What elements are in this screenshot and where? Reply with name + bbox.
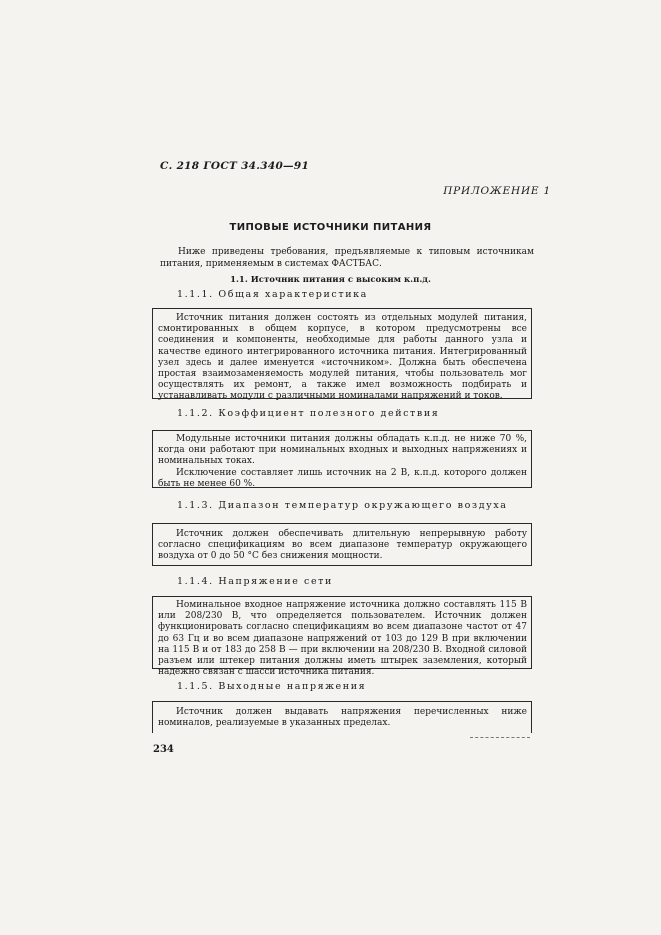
paragraph: Источник питания должен состоять из отдельных модулей питания, смонтированных в общем корпусе, в котором предусмотрены все соединения и компоненты, необходимые для работы данного узла и качестве единого интегрированного источника питания. Интегрированный узел здесь и далее именуется «источником». Должна быть обеспечена простая взаимозаменяемость модулей питания, чтобы пользователь мог осуществлять их ремонт, а также имел возможность подбирать и устанавливать модули с различными номиналами напряжений и токов. <box>158 313 527 402</box>
text-box-efficiency <box>152 430 532 488</box>
appendix-label: ПРИЛОЖЕНИЕ 1 <box>443 185 551 197</box>
section-heading: 1.1. Источник питания с высоким к.п.д. <box>230 275 431 285</box>
subsection-heading-temperature: 1.1.3. Диапазон температур окружающего воздуха <box>177 500 508 511</box>
subsection-heading-mains: 1.1.4. Напряжение сети <box>177 576 333 587</box>
paragraph: Исключение составляет лишь источник на 2 В, к.п.д. которого должен быть не менее 60 %. <box>158 467 527 489</box>
running-header: С. 218 ГОСТ 34.340—91 <box>160 160 310 172</box>
text-box-mains <box>152 596 532 678</box>
text-box-general <box>152 308 532 402</box>
text-box-temperature <box>152 523 532 566</box>
subsection-heading-efficiency: 1.1.2. Коэффициент полезного действия <box>177 408 440 419</box>
subsection-heading-general: 1.1.1. Общая характеристика <box>177 289 368 300</box>
continuation-dash <box>470 737 530 738</box>
subsection-heading-output: 1.1.5. Выходные напряжения <box>177 681 367 692</box>
paragraph: Номинальное входное напряжение источника должно составлять 115 В или 208/230 В, что определяется пользователем. Источник должен функционировать согласно спецификациям во всем диапазоне частот от 47 до 63 Гц и во всем диапазоне напряжений от 103 до 129 В при включении на 115 В и от 183 до 258 В — при включении на 208/230 В. Входной силовой разъем или штекер питания должны иметь штырек заземления, который надежно связан с шасси источника питания. <box>158 600 527 678</box>
page-number: 234 <box>153 744 174 755</box>
text-box-output <box>152 701 532 733</box>
paragraph: Источник должен обеспечивать длительную непрерывную работу согласно спецификациям во всем диапазоне температур окружающего воздуха от 0 до 50 °С без снижения мощности. <box>158 529 527 562</box>
intro-paragraph: Ниже приведены требования, предъявляемые к типовым источникам питания, применяемым в системах ФАСТБАС. <box>160 247 534 269</box>
document-title: ТИПОВЫЕ ИСТОЧНИКИ ПИТАНИЯ <box>229 222 432 233</box>
paragraph: Источник должен выдавать напряжения перечисленных ниже номиналов, реализуемые в указанных пределах. <box>158 707 527 729</box>
paragraph: Модульные источники питания должны обладать к.п.д. не ниже 70 %, когда они работают при номинальных входных и выходных напряжениях и номинальных токах. <box>158 434 527 467</box>
